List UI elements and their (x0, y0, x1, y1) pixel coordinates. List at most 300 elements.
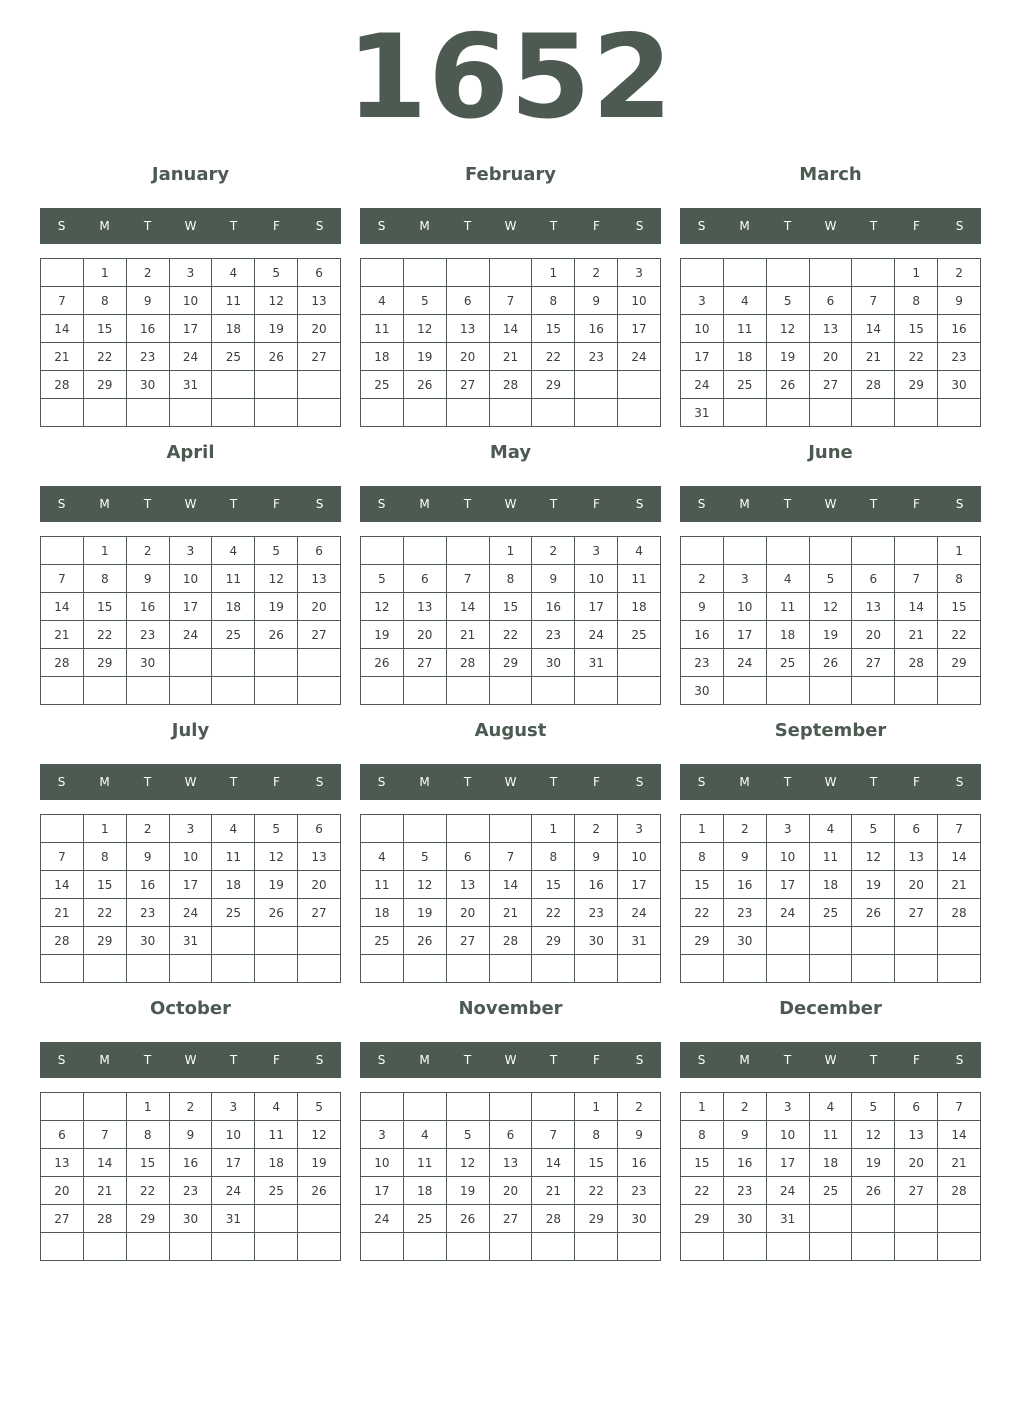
day-cell: 1 (84, 259, 127, 287)
day-cell: 5 (255, 537, 298, 565)
empty-day-cell (618, 371, 661, 399)
day-cell: 25 (212, 343, 255, 371)
month-name: December (779, 998, 882, 1019)
empty-day-cell (938, 1205, 981, 1233)
day-cell: 16 (575, 871, 618, 899)
empty-day-cell (212, 1233, 255, 1261)
day-cell: 19 (767, 343, 810, 371)
day-cell: 30 (938, 371, 981, 399)
weekday-label: T (463, 775, 472, 789)
day-cell: 6 (895, 815, 938, 843)
weekday-label: F (593, 1053, 600, 1067)
day-cell: 5 (404, 843, 447, 871)
empty-day-cell (895, 537, 938, 565)
empty-day-cell (255, 677, 298, 705)
weekday-label: T (463, 1053, 472, 1067)
day-cell: 7 (532, 1121, 575, 1149)
day-cell: 20 (447, 899, 490, 927)
empty-day-cell (895, 1233, 938, 1261)
day-cell: 19 (255, 593, 298, 621)
day-cell: 6 (298, 815, 341, 843)
empty-day-cell (127, 399, 170, 427)
empty-day-cell (41, 259, 84, 287)
day-cell: 6 (895, 1093, 938, 1121)
day-cell: 2 (127, 537, 170, 565)
day-cell: 9 (938, 287, 981, 315)
empty-day-cell (41, 955, 84, 983)
weekday-label: M (419, 497, 430, 511)
weekday-label: T (229, 1053, 238, 1067)
day-cell: 28 (532, 1205, 575, 1233)
day-cell: 29 (681, 927, 724, 955)
empty-day-cell (895, 677, 938, 705)
day-cell: 3 (170, 815, 213, 843)
day-cell: 11 (724, 315, 767, 343)
weekday-label: W (184, 219, 197, 233)
empty-day-cell (852, 1233, 895, 1261)
empty-day-cell (895, 399, 938, 427)
weekday-label: M (419, 219, 430, 233)
day-cell: 15 (532, 871, 575, 899)
day-cell: 13 (490, 1149, 533, 1177)
day-cell: 28 (852, 371, 895, 399)
day-cell: 8 (84, 565, 127, 593)
empty-day-cell (298, 371, 341, 399)
empty-day-cell (767, 955, 810, 983)
month-name: November (458, 998, 563, 1019)
empty-day-cell (404, 1233, 447, 1261)
day-cell: 31 (618, 927, 661, 955)
day-cell: 25 (810, 899, 853, 927)
empty-day-cell (810, 677, 853, 705)
weekday-label: W (824, 219, 837, 233)
empty-day-cell (84, 1093, 127, 1121)
day-cell: 18 (361, 899, 404, 927)
weekday-label: W (504, 1053, 517, 1067)
day-cell: 19 (852, 1149, 895, 1177)
empty-day-cell (404, 259, 447, 287)
day-cell: 24 (681, 371, 724, 399)
weekday-header (680, 208, 981, 244)
day-cell: 6 (810, 287, 853, 315)
day-cell: 2 (532, 537, 575, 565)
day-cell: 4 (767, 565, 810, 593)
day-cell: 20 (41, 1177, 84, 1205)
weekday-header (360, 764, 661, 800)
day-cell: 21 (532, 1177, 575, 1205)
day-cell: 10 (767, 843, 810, 871)
weekday-label: T (143, 219, 152, 233)
day-cell: 29 (575, 1205, 618, 1233)
day-cell: 12 (255, 843, 298, 871)
day-cell: 21 (447, 621, 490, 649)
day-cell: 25 (404, 1205, 447, 1233)
weekday-label: S (697, 497, 706, 511)
day-cell: 9 (681, 593, 724, 621)
day-cell: 12 (810, 593, 853, 621)
day-cell: 3 (575, 537, 618, 565)
day-cell: 9 (618, 1121, 661, 1149)
day-cell: 8 (681, 1121, 724, 1149)
weekday-label: F (273, 1053, 280, 1067)
empty-day-cell (255, 1233, 298, 1261)
day-cell: 23 (724, 1177, 767, 1205)
weekday-label: M (419, 1053, 430, 1067)
day-cell: 11 (361, 315, 404, 343)
day-cell: 1 (84, 815, 127, 843)
empty-day-cell (810, 1233, 853, 1261)
weekday-label: S (57, 497, 66, 511)
day-cell: 10 (767, 1121, 810, 1149)
day-cell: 6 (404, 565, 447, 593)
weekday-label: T (143, 497, 152, 511)
day-cell: 7 (490, 843, 533, 871)
day-cell: 4 (212, 815, 255, 843)
day-cell: 8 (895, 287, 938, 315)
day-cell: 28 (938, 1177, 981, 1205)
weekday-label: F (273, 497, 280, 511)
day-cell: 21 (41, 899, 84, 927)
empty-day-cell (618, 677, 661, 705)
day-cell: 23 (170, 1177, 213, 1205)
weekday-label: F (913, 1053, 920, 1067)
day-cell: 22 (681, 899, 724, 927)
empty-day-cell (767, 259, 810, 287)
day-cell: 2 (724, 1093, 767, 1121)
day-cell: 4 (724, 287, 767, 315)
day-cell: 11 (212, 287, 255, 315)
empty-day-cell (767, 677, 810, 705)
day-cell: 19 (852, 871, 895, 899)
weekday-label: S (315, 775, 324, 789)
weekday-label: S (955, 775, 964, 789)
day-cell: 22 (895, 343, 938, 371)
day-cell: 31 (212, 1205, 255, 1233)
month-name: April (166, 442, 215, 463)
day-cell: 18 (212, 315, 255, 343)
day-cell: 29 (127, 1205, 170, 1233)
empty-day-cell (404, 677, 447, 705)
day-cell: 18 (810, 871, 853, 899)
empty-day-cell (852, 1205, 895, 1233)
day-cell: 17 (361, 1177, 404, 1205)
day-cell: 19 (298, 1149, 341, 1177)
empty-day-cell (810, 955, 853, 983)
day-cell: 6 (447, 843, 490, 871)
weekday-label: S (57, 1053, 66, 1067)
empty-day-cell (852, 399, 895, 427)
day-cell: 17 (767, 871, 810, 899)
empty-day-cell (84, 677, 127, 705)
day-cell: 10 (724, 593, 767, 621)
weekday-label: T (869, 219, 878, 233)
day-cell: 8 (532, 843, 575, 871)
day-cell: 10 (618, 843, 661, 871)
day-cell: 24 (170, 621, 213, 649)
day-cell: 2 (170, 1093, 213, 1121)
empty-day-cell (724, 955, 767, 983)
month-name: June (808, 442, 853, 463)
day-cell: 2 (127, 815, 170, 843)
day-cell: 9 (575, 843, 618, 871)
day-cell: 7 (447, 565, 490, 593)
day-cell: 5 (255, 259, 298, 287)
empty-day-cell (575, 1233, 618, 1261)
weekday-label: W (824, 1053, 837, 1067)
empty-day-cell (724, 537, 767, 565)
day-cell: 12 (852, 843, 895, 871)
day-cell: 11 (810, 1121, 853, 1149)
day-cell: 31 (575, 649, 618, 677)
day-cell: 1 (575, 1093, 618, 1121)
day-cell: 30 (127, 649, 170, 677)
weekday-label: T (143, 1053, 152, 1067)
day-cell: 24 (212, 1177, 255, 1205)
day-cell: 30 (724, 1205, 767, 1233)
weekday-label: M (99, 497, 110, 511)
weekday-label: T (463, 219, 472, 233)
day-cell: 13 (298, 565, 341, 593)
empty-day-cell (361, 259, 404, 287)
weekday-label: T (463, 497, 472, 511)
weekday-header (360, 1042, 661, 1078)
weekday-label: S (955, 219, 964, 233)
day-cell: 26 (361, 649, 404, 677)
day-cell: 10 (170, 287, 213, 315)
weekday-label: T (549, 219, 558, 233)
empty-day-cell (447, 259, 490, 287)
day-cell: 23 (127, 343, 170, 371)
empty-day-cell (170, 1233, 213, 1261)
day-cell: 14 (532, 1149, 575, 1177)
day-cell: 16 (681, 621, 724, 649)
empty-day-cell (681, 537, 724, 565)
day-cell: 13 (810, 315, 853, 343)
day-cell: 5 (361, 565, 404, 593)
empty-day-cell (298, 1205, 341, 1233)
weekday-label: S (697, 219, 706, 233)
empty-day-cell (255, 649, 298, 677)
day-cell: 6 (447, 287, 490, 315)
day-grid (680, 1092, 981, 1261)
empty-day-cell (361, 677, 404, 705)
empty-day-cell (212, 649, 255, 677)
day-cell: 14 (41, 871, 84, 899)
day-cell: 15 (895, 315, 938, 343)
empty-day-cell (490, 259, 533, 287)
day-cell: 20 (490, 1177, 533, 1205)
day-cell: 13 (404, 593, 447, 621)
day-cell: 22 (84, 621, 127, 649)
weekday-label: M (99, 219, 110, 233)
day-grid (680, 258, 981, 427)
empty-day-cell (532, 1093, 575, 1121)
day-cell: 11 (618, 565, 661, 593)
empty-day-cell (810, 537, 853, 565)
empty-day-cell (447, 1233, 490, 1261)
day-cell: 4 (361, 287, 404, 315)
empty-day-cell (255, 955, 298, 983)
day-cell: 16 (575, 315, 618, 343)
day-cell: 18 (361, 343, 404, 371)
weekday-label: S (697, 1053, 706, 1067)
day-cell: 2 (724, 815, 767, 843)
day-cell: 5 (404, 287, 447, 315)
day-cell: 29 (895, 371, 938, 399)
day-grid (360, 814, 661, 983)
day-cell: 4 (212, 537, 255, 565)
weekday-label: M (99, 1053, 110, 1067)
day-cell: 9 (170, 1121, 213, 1149)
weekday-header (40, 208, 341, 244)
empty-day-cell (255, 399, 298, 427)
day-cell: 26 (298, 1177, 341, 1205)
day-cell: 5 (447, 1121, 490, 1149)
empty-day-cell (490, 815, 533, 843)
day-cell: 13 (447, 871, 490, 899)
empty-day-cell (724, 1233, 767, 1261)
empty-day-cell (404, 399, 447, 427)
day-cell: 4 (212, 259, 255, 287)
month-name: May (489, 442, 532, 463)
empty-day-cell (447, 815, 490, 843)
day-cell: 15 (532, 315, 575, 343)
day-cell: 3 (681, 287, 724, 315)
empty-day-cell (532, 1233, 575, 1261)
weekday-label: F (913, 219, 920, 233)
empty-day-cell (361, 1233, 404, 1261)
day-cell: 7 (84, 1121, 127, 1149)
empty-day-cell (852, 955, 895, 983)
empty-day-cell (41, 1233, 84, 1261)
day-cell: 24 (170, 899, 213, 927)
day-cell: 28 (41, 371, 84, 399)
day-cell: 26 (852, 1177, 895, 1205)
day-cell: 8 (681, 843, 724, 871)
weekday-label: S (635, 219, 644, 233)
day-cell: 12 (404, 871, 447, 899)
empty-day-cell (298, 955, 341, 983)
day-cell: 20 (404, 621, 447, 649)
day-cell: 17 (212, 1149, 255, 1177)
day-cell: 28 (490, 927, 533, 955)
empty-day-cell (895, 927, 938, 955)
empty-day-cell (618, 649, 661, 677)
day-cell: 1 (532, 259, 575, 287)
empty-day-cell (532, 955, 575, 983)
empty-day-cell (724, 259, 767, 287)
day-cell: 24 (767, 899, 810, 927)
day-cell: 25 (361, 371, 404, 399)
day-cell: 23 (532, 621, 575, 649)
day-cell: 21 (938, 871, 981, 899)
day-cell: 16 (170, 1149, 213, 1177)
empty-day-cell (447, 399, 490, 427)
day-cell: 5 (298, 1093, 341, 1121)
weekday-label: M (739, 219, 750, 233)
empty-day-cell (361, 955, 404, 983)
day-cell: 12 (255, 287, 298, 315)
day-cell: 2 (575, 259, 618, 287)
empty-day-cell (852, 537, 895, 565)
empty-day-cell (681, 259, 724, 287)
empty-day-cell (361, 537, 404, 565)
day-cell: 20 (895, 1149, 938, 1177)
day-cell: 28 (895, 649, 938, 677)
day-grid (680, 814, 981, 983)
day-cell: 6 (41, 1121, 84, 1149)
day-cell: 3 (170, 537, 213, 565)
day-cell: 3 (618, 815, 661, 843)
empty-day-cell (767, 399, 810, 427)
day-cell: 25 (212, 621, 255, 649)
day-cell: 16 (532, 593, 575, 621)
day-cell: 23 (938, 343, 981, 371)
empty-day-cell (938, 927, 981, 955)
empty-day-cell (404, 537, 447, 565)
weekday-label: T (549, 497, 558, 511)
day-cell: 1 (127, 1093, 170, 1121)
day-cell: 28 (490, 371, 533, 399)
day-cell: 3 (618, 259, 661, 287)
day-cell: 15 (575, 1149, 618, 1177)
day-cell: 21 (895, 621, 938, 649)
empty-day-cell (852, 927, 895, 955)
day-cell: 23 (681, 649, 724, 677)
empty-day-cell (41, 815, 84, 843)
empty-day-cell (298, 399, 341, 427)
day-cell: 17 (170, 315, 213, 343)
weekday-label: S (955, 497, 964, 511)
day-cell: 24 (618, 343, 661, 371)
day-cell: 26 (255, 621, 298, 649)
weekday-header (40, 764, 341, 800)
day-cell: 26 (255, 343, 298, 371)
day-cell: 19 (361, 621, 404, 649)
day-cell: 31 (767, 1205, 810, 1233)
day-cell: 26 (255, 899, 298, 927)
day-cell: 25 (255, 1177, 298, 1205)
day-cell: 10 (170, 843, 213, 871)
day-grid (360, 536, 661, 705)
day-cell: 4 (810, 815, 853, 843)
weekday-label: S (57, 219, 66, 233)
empty-day-cell (490, 955, 533, 983)
day-cell: 7 (41, 287, 84, 315)
day-cell: 9 (532, 565, 575, 593)
month-name: January (151, 164, 230, 185)
day-cell: 8 (127, 1121, 170, 1149)
empty-day-cell (404, 815, 447, 843)
weekday-label: S (315, 1053, 324, 1067)
day-cell: 4 (618, 537, 661, 565)
day-cell: 18 (255, 1149, 298, 1177)
day-cell: 23 (575, 343, 618, 371)
weekday-label: W (184, 497, 197, 511)
day-cell: 22 (127, 1177, 170, 1205)
day-cell: 3 (170, 259, 213, 287)
day-cell: 29 (84, 927, 127, 955)
weekday-label: F (593, 219, 600, 233)
weekday-header (680, 486, 981, 522)
weekday-label: S (955, 1053, 964, 1067)
empty-day-cell (938, 399, 981, 427)
day-cell: 15 (84, 315, 127, 343)
day-cell: 25 (361, 927, 404, 955)
empty-day-cell (212, 677, 255, 705)
day-cell: 11 (810, 843, 853, 871)
day-cell: 8 (84, 287, 127, 315)
